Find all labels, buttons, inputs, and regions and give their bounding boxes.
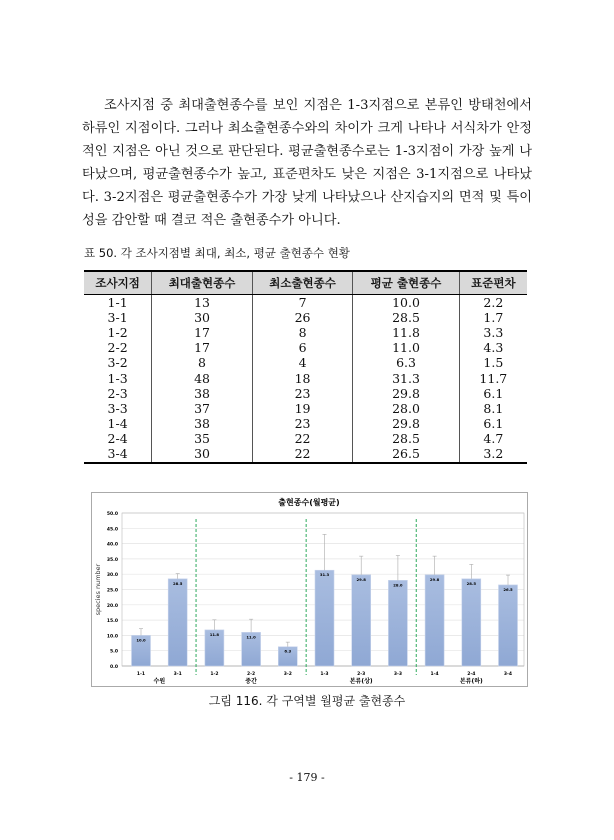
table-cell: 28.0 xyxy=(353,401,459,416)
table-cell: 11.0 xyxy=(353,341,459,356)
body-paragraph xyxy=(82,94,532,232)
table-header-row xyxy=(84,271,527,295)
table-cell: 48 xyxy=(152,371,253,386)
bar xyxy=(425,575,444,666)
y-tick-label: 40.0 xyxy=(106,542,118,548)
table-cell: 7 xyxy=(252,295,353,311)
table-cell: 28.5 xyxy=(353,310,459,325)
table-cell: 3.3 xyxy=(459,325,527,340)
table-cell: 3-2 xyxy=(84,356,152,371)
table-row xyxy=(84,310,527,325)
table-cell: 23 xyxy=(252,386,353,401)
column-header: 표준편차 xyxy=(459,271,527,295)
table-row xyxy=(84,341,527,356)
species-chart xyxy=(91,492,528,687)
y-tick-label: 35.0 xyxy=(106,557,118,563)
table-cell: 31.3 xyxy=(353,371,459,386)
table-caption: 표 50. 각 조사지점별 최대, 최소, 평균 출현종수 현황 xyxy=(84,246,350,260)
table-cell: 2-3 xyxy=(84,386,152,401)
x-tick-label: 1-2 xyxy=(210,672,219,677)
table-cell: 1.7 xyxy=(459,310,527,325)
bar-value-label: 11.0 xyxy=(246,634,256,640)
table-cell: 8 xyxy=(152,356,253,371)
table-cell: 30 xyxy=(152,310,253,325)
table-cell: 13 xyxy=(152,295,253,311)
bar-value-label: 29.8 xyxy=(356,576,366,582)
column-header: 최소출현종수 xyxy=(252,271,353,295)
table-row xyxy=(84,401,527,416)
table-cell: 1-1 xyxy=(84,295,152,311)
x-tick-label: 3-3 xyxy=(393,672,402,677)
x-tick-label: 3-2 xyxy=(283,672,292,677)
table-cell: 3-4 xyxy=(84,447,152,463)
species-table xyxy=(84,270,527,464)
paragraph-text: 조사지점 중 최대출현종수를 보인 지점은 1-3지점으로 본류인 방태천에서 하류인 지점이다. 그러나 최소출현종수와의 차이가 크게 나타나 서식차가 안정적인 지점은 아닌 것으로 판단된다. 평균출현종수로는 1-3지점이 가장 높게 나타났으며, 평균출현종수가 높고, 표준편차도 낮은 지점은 3-1지점으로 나타났다. 3-2지점은 평균출현종수가 가장 낮게 나타났으나 산지습지의 면적 및 특이성을 감안할 때 결코 적은 출현종수가 아니다. xyxy=(82,98,532,228)
table-cell: 17 xyxy=(152,325,253,340)
chart-title: 출현종수(월평균) xyxy=(278,498,340,507)
table-cell: 2-2 xyxy=(84,341,152,356)
bar-value-label: 28.5 xyxy=(173,580,183,586)
table-cell: 22 xyxy=(252,432,353,447)
bar xyxy=(168,579,187,666)
bar-value-label: 29.8 xyxy=(429,576,440,582)
x-tick-label: 3-1 xyxy=(173,672,182,677)
table-cell: 38 xyxy=(152,386,253,401)
table-row xyxy=(84,371,527,386)
table-row xyxy=(84,356,527,371)
bar-value-label: 28.0 xyxy=(393,582,403,588)
y-tick-label: 0.0 xyxy=(110,665,118,670)
y-tick-label: 5.0 xyxy=(110,649,118,655)
group-label: 본류(하) xyxy=(459,678,483,685)
table-cell: 11.7 xyxy=(459,371,527,386)
y-tick-label: 30.0 xyxy=(106,573,118,579)
table-cell: 10.0 xyxy=(353,295,459,311)
table-cell: 6 xyxy=(252,341,353,356)
table-cell: 23 xyxy=(252,417,353,432)
x-tick-label: 1-3 xyxy=(320,672,329,677)
bar-value-label: 28.5 xyxy=(466,580,476,586)
bar xyxy=(388,580,407,666)
x-tick-label: 1-1 xyxy=(136,672,146,677)
table-cell: 37 xyxy=(152,401,253,416)
table-cell: 4 xyxy=(252,356,353,371)
bar-value-label: 11.8 xyxy=(209,631,220,637)
bar xyxy=(315,570,334,666)
table-cell: 26 xyxy=(252,310,353,325)
y-tick-label: 20.0 xyxy=(106,603,118,609)
table-row xyxy=(84,325,527,340)
table-cell: 6.3 xyxy=(353,356,459,371)
table-cell: 26.5 xyxy=(353,447,459,463)
x-tick-label: 3-4 xyxy=(503,672,513,677)
table-cell: 6.1 xyxy=(459,417,527,432)
group-label: 중간 xyxy=(245,678,257,685)
y-tick-label: 50.0 xyxy=(106,512,118,517)
table-cell: 18 xyxy=(252,371,353,386)
table-cell: 8 xyxy=(252,325,353,340)
bar xyxy=(462,579,481,666)
table-cell: 4.3 xyxy=(459,341,527,356)
bar xyxy=(499,585,518,666)
column-header: 평균 출현종수 xyxy=(353,271,459,295)
column-header: 최대출현종수 xyxy=(152,271,253,295)
bar-value-label: 26.5 xyxy=(503,586,513,592)
group-label: 수원 xyxy=(153,678,166,685)
table-cell: 3-3 xyxy=(84,401,152,416)
table-cell: 2-4 xyxy=(84,432,152,447)
table-cell: 19 xyxy=(252,401,353,416)
table-cell: 38 xyxy=(152,417,253,432)
table-cell: 29.8 xyxy=(353,417,459,432)
y-tick-label: 25.0 xyxy=(106,588,118,594)
page-number: - 179 - xyxy=(289,771,325,784)
table-cell: 1-2 xyxy=(84,325,152,340)
table-row xyxy=(84,295,527,311)
table-cell: 22 xyxy=(252,447,353,463)
table-cell: 29.8 xyxy=(353,386,459,401)
table-row xyxy=(84,386,527,401)
y-axis-label: species number xyxy=(94,563,102,616)
y-tick-label: 15.0 xyxy=(106,619,118,625)
x-tick-label: 2-4 xyxy=(467,672,476,677)
chart-svg xyxy=(92,493,527,686)
table-row xyxy=(84,447,527,463)
table-cell: 35 xyxy=(152,432,253,447)
y-tick-label: 10.0 xyxy=(106,634,118,640)
bar-value-label: 6.3 xyxy=(284,648,292,654)
table-cell: 17 xyxy=(152,341,253,356)
table-cell: 2.2 xyxy=(459,295,527,311)
table-cell: 4.7 xyxy=(459,432,527,447)
table-cell: 1-4 xyxy=(84,417,152,432)
table-cell: 28.5 xyxy=(353,432,459,447)
table-cell: 3.2 xyxy=(459,447,527,463)
x-tick-label: 2-2 xyxy=(247,672,256,677)
table-cell: 3-1 xyxy=(84,310,152,325)
column-header: 조사지점 xyxy=(84,271,152,295)
table-cell: 6.1 xyxy=(459,386,527,401)
figure-caption: 그림 116. 각 구역별 월평균 출현종수 xyxy=(208,694,406,708)
bar-value-label: 10.0 xyxy=(136,637,146,643)
table-row xyxy=(84,432,527,447)
group-label: 본류(상) xyxy=(349,678,373,685)
y-tick-label: 45.0 xyxy=(106,527,118,533)
table-row xyxy=(84,417,527,432)
table-cell: 30 xyxy=(152,447,253,463)
table-cell: 1-3 xyxy=(84,371,152,386)
table-cell: 11.8 xyxy=(353,325,459,340)
bar xyxy=(352,575,371,666)
bar-value-label: 31.3 xyxy=(319,572,330,578)
table-cell: 8.1 xyxy=(459,401,527,416)
table-cell: 1.5 xyxy=(459,356,527,371)
x-tick-label: 1-4 xyxy=(430,672,439,677)
x-tick-label: 2-3 xyxy=(357,672,366,677)
